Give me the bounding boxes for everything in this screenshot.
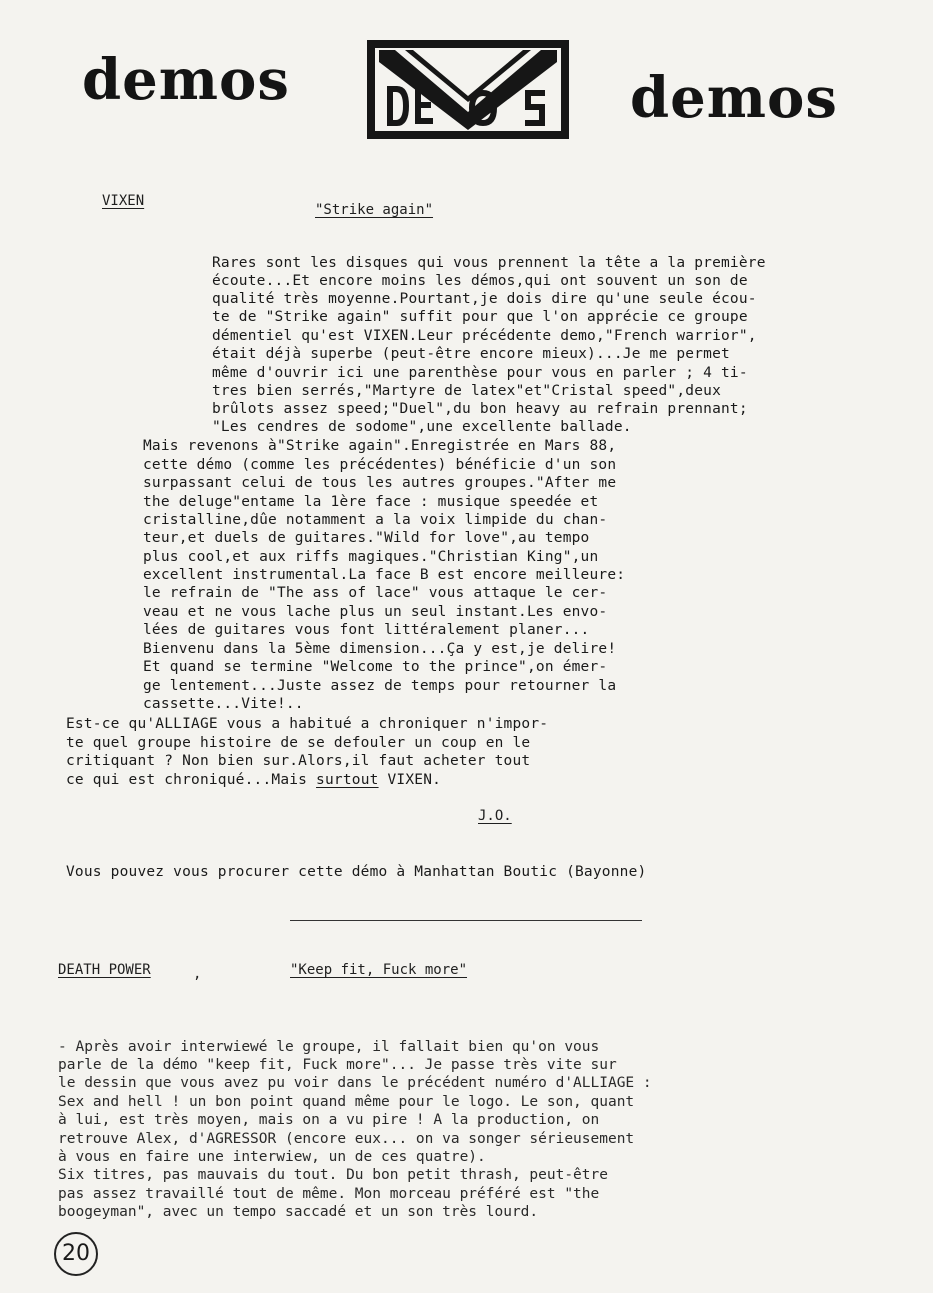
- text-line: qualité très moyenne.Pourtant,je dois dire qu'une seule écou-: [212, 291, 757, 307]
- header-title-right: demos: [630, 65, 838, 131]
- text-line: brûlots assez speed;"Duel",du bon heavy au refrain prennant;: [212, 401, 748, 417]
- text-line: cassette...Vite!..: [143, 696, 304, 712]
- text-line: Six titres, pas mauvais du tout. Du bon petit thrash, peut-être: [58, 1167, 608, 1183]
- review-demo-title: "Keep fit, Fuck more": [290, 962, 468, 978]
- text-line: était déjà superbe (peut-être encore mieux)...Je me permet: [212, 346, 730, 362]
- text-line: lées de guitares vous font littéralement planer...: [143, 622, 590, 638]
- text-line: the deluge"entame la 1ère face : musique speedée et: [143, 494, 599, 510]
- text-line: retrouve Alex, d'AGRESSOR (encore eux... on va songer sérieusement: [58, 1131, 635, 1147]
- text-line: te de "Strike again" suffit pour que l'on apprécie ce groupe: [212, 309, 748, 325]
- text-line: teur,et duels de guitares."Wild for love",au tempo: [143, 530, 590, 546]
- demos-logo: [365, 38, 571, 141]
- text-line: tres bien serrés,"Martyre de latex"et"Cristal speed",deux: [212, 383, 721, 399]
- text-line: ge lentement...Juste assez de temps pour retourner la: [143, 678, 617, 694]
- text-line: boogeyman", avec un tempo saccadé et un son très lourd.: [58, 1204, 539, 1220]
- text-line: [66, 771, 441, 789]
- text-line: à vous en faire une interwiew, un de ces quatre).: [58, 1149, 486, 1165]
- availability-note: Vous pouvez vous procurer cette démo à Manhattan Boutic (Bayonne): [66, 864, 647, 880]
- text-line: excellent instrumental.La face B est encore meilleure:: [143, 567, 626, 583]
- text-line: veau et ne vous lache plus un seul instant.Les envo-: [143, 604, 608, 620]
- text-line: pas assez travaillé tout de même. Mon morceau préféré est "the: [58, 1186, 600, 1202]
- text-line: Sex and hell ! un bon point quand même pour le logo. Le son, quant: [58, 1094, 635, 1110]
- review-band-name: VIXEN: [102, 193, 145, 209]
- text-line: Mais revenons à"Strike again".Enregistrée en Mars 88,: [143, 438, 617, 454]
- text-line: surpassant celui de tous les autres groupes."After me: [143, 475, 617, 491]
- text-line: Rares sont les disques qui vous prennent la tête a la première: [212, 255, 766, 271]
- text-line: écoute...Et encore moins les démos,qui ont souvent un son de: [212, 273, 748, 289]
- review-signature: J.O.: [478, 808, 512, 824]
- text-line: critiquant ? Non bien sur.Alors,il faut acheter tout: [66, 753, 531, 769]
- text-line: te quel groupe histoire de se defouler un coup en le: [66, 735, 531, 751]
- text-line: - Après avoir interwiewé le groupe, il fallait bien qu'on vous: [58, 1039, 600, 1055]
- text-line: cristalline,dûe notamment a la voix limpide du chan-: [143, 512, 608, 528]
- section-divider: [290, 920, 642, 921]
- text-line: parle de la démo "keep fit, Fuck more"... Je passe très vite sur: [58, 1057, 617, 1073]
- text-line: le refrain de "The ass of lace" vous attaque le cer-: [143, 585, 608, 601]
- text-span: ce qui est chroniqué...Mais: [66, 772, 317, 788]
- text-line: cette démo (comme les précédentes) bénéficie d'un son: [143, 457, 617, 473]
- text-line: Est-ce qu'ALLIAGE vous a habitué a chroniquer n'impor-: [66, 716, 549, 732]
- review-band-name: DEATH POWER: [58, 962, 151, 978]
- header-separator: ,: [193, 966, 202, 982]
- text-line: même d'ouvrir ici une parenthèse pour vous en parler ; 4 ti-: [212, 365, 748, 381]
- text-span: VIXEN.: [378, 772, 442, 788]
- text-line: Et quand se termine "Welcome to the prince",on émer-: [143, 659, 608, 675]
- text-line: plus cool,et aux riffs magiques."Christian King",un: [143, 549, 599, 565]
- review-demo-title: "Strike again": [315, 202, 434, 218]
- text-line: Bienvenu dans la 5ème dimension...Ça y est,je delire!: [143, 641, 617, 657]
- emphasized-word: surtout: [316, 772, 379, 788]
- text-line: "Les cendres de sodome",une excellente ballade.: [212, 419, 632, 435]
- text-line: à lui, est très moyen, mais on a vu pire ! A la production, on: [58, 1112, 600, 1128]
- header-title-left: demos: [82, 47, 290, 113]
- text-line: démentiel qu'est VIXEN.Leur précédente demo,"French warrior",: [212, 328, 757, 344]
- text-line: le dessin que vous avez pu voir dans le précédent numéro d'ALLIAGE :: [58, 1075, 652, 1091]
- page-number: 20: [54, 1232, 98, 1276]
